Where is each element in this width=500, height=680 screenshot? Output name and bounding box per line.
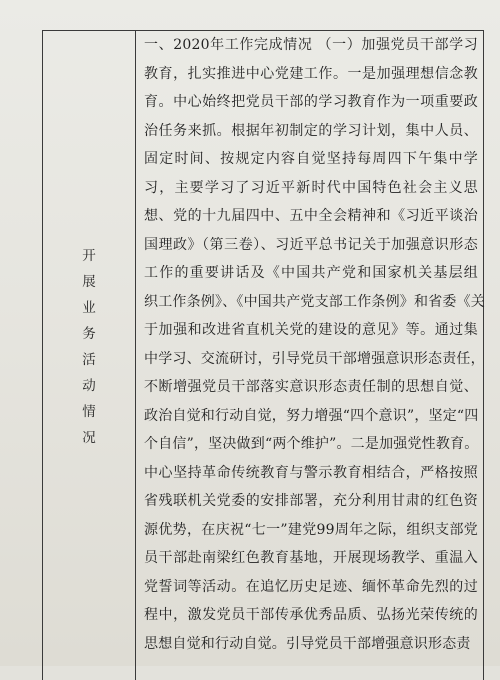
text-line: 织工作条例》、《中国共产党支部工作条例》和省委《关 — [144, 293, 485, 310]
text-line: 育。中心始终把党员干部的学习教育作为一项重要政 — [144, 94, 478, 110]
row-label-char: 活 — [82, 352, 96, 368]
column-divider — [135, 31, 136, 680]
text-line: 省残联机关党委的安排部署，充分利用甘肃的红色资 — [144, 493, 478, 509]
text-line: 政治自觉和行动自觉，努力增强“四个意识”，坚定“四 — [144, 407, 479, 424]
row-label-activities — [43, 243, 135, 451]
row-label-char: 业 — [82, 300, 96, 316]
row-label-char: 开 — [82, 248, 96, 264]
text-line: 习，主要学习了习近平新时代中国特色社会主义思 — [144, 179, 478, 196]
form-table — [42, 30, 484, 680]
text-line: 员干部赴南梁红色教育基地，开展现场教学、重温入 — [144, 550, 478, 566]
text-line: 国理政》（第三卷）、习近平总书记关于加强意识形态 — [144, 236, 478, 253]
text-line: 中心坚持革命传统教育与警示教育相结合，严格按照 — [144, 464, 478, 481]
text-line: 中学习、交流研讨，引导党员干部增强意识形态责任， — [144, 350, 485, 367]
text-line: 思想自觉和行动自觉。引导党员干部增强意识形态责 — [144, 635, 471, 652]
text-line: 个自信”，坚决做到“两个维护”。二是加强党性教育。 — [144, 436, 479, 452]
row-label-char: 务 — [82, 326, 96, 342]
row-label-char: 况 — [82, 430, 96, 446]
text-line: 不断增强党员干部落实意识形态责任制的思想自觉、 — [144, 379, 478, 395]
text-line: 治任务来抓。根据年初制定的学习计划，集中人员、 — [144, 122, 478, 139]
text-line: 固定时间、按规定内容自觉坚持每周四下午集中学 — [144, 151, 478, 167]
text-line: 源优势，在庆祝“七一”建党99周年之际，组织支部党 — [144, 521, 478, 538]
text-line: 教育，扎实推进中心党建工作。一是加强理想信念教 — [144, 65, 478, 82]
text-line: 工作的重要讲话及《中国共产党和国家机关基层组 — [144, 265, 478, 281]
text-line: 一、2020年工作完成情况 （一）加强党员干部学习 — [144, 37, 478, 53]
row-label-char: 展 — [82, 274, 96, 290]
content-text — [144, 31, 485, 658]
text-line: 党誓词等活动。在追忆历史足迹、缅怀革命先烈的过 — [144, 578, 478, 595]
text-line: 想、党的十九届四中、五中全会精神和《习近平谈治 — [144, 208, 478, 224]
text-line: 于加强和改进省直机关党的建设的意见》等。通过集 — [144, 322, 478, 338]
row-label-char: 情 — [82, 404, 96, 420]
text-line: 程中，激发党员干部传承优秀品质、弘扬光荣传统的 — [144, 607, 478, 623]
row-label-char: 动 — [82, 378, 96, 394]
